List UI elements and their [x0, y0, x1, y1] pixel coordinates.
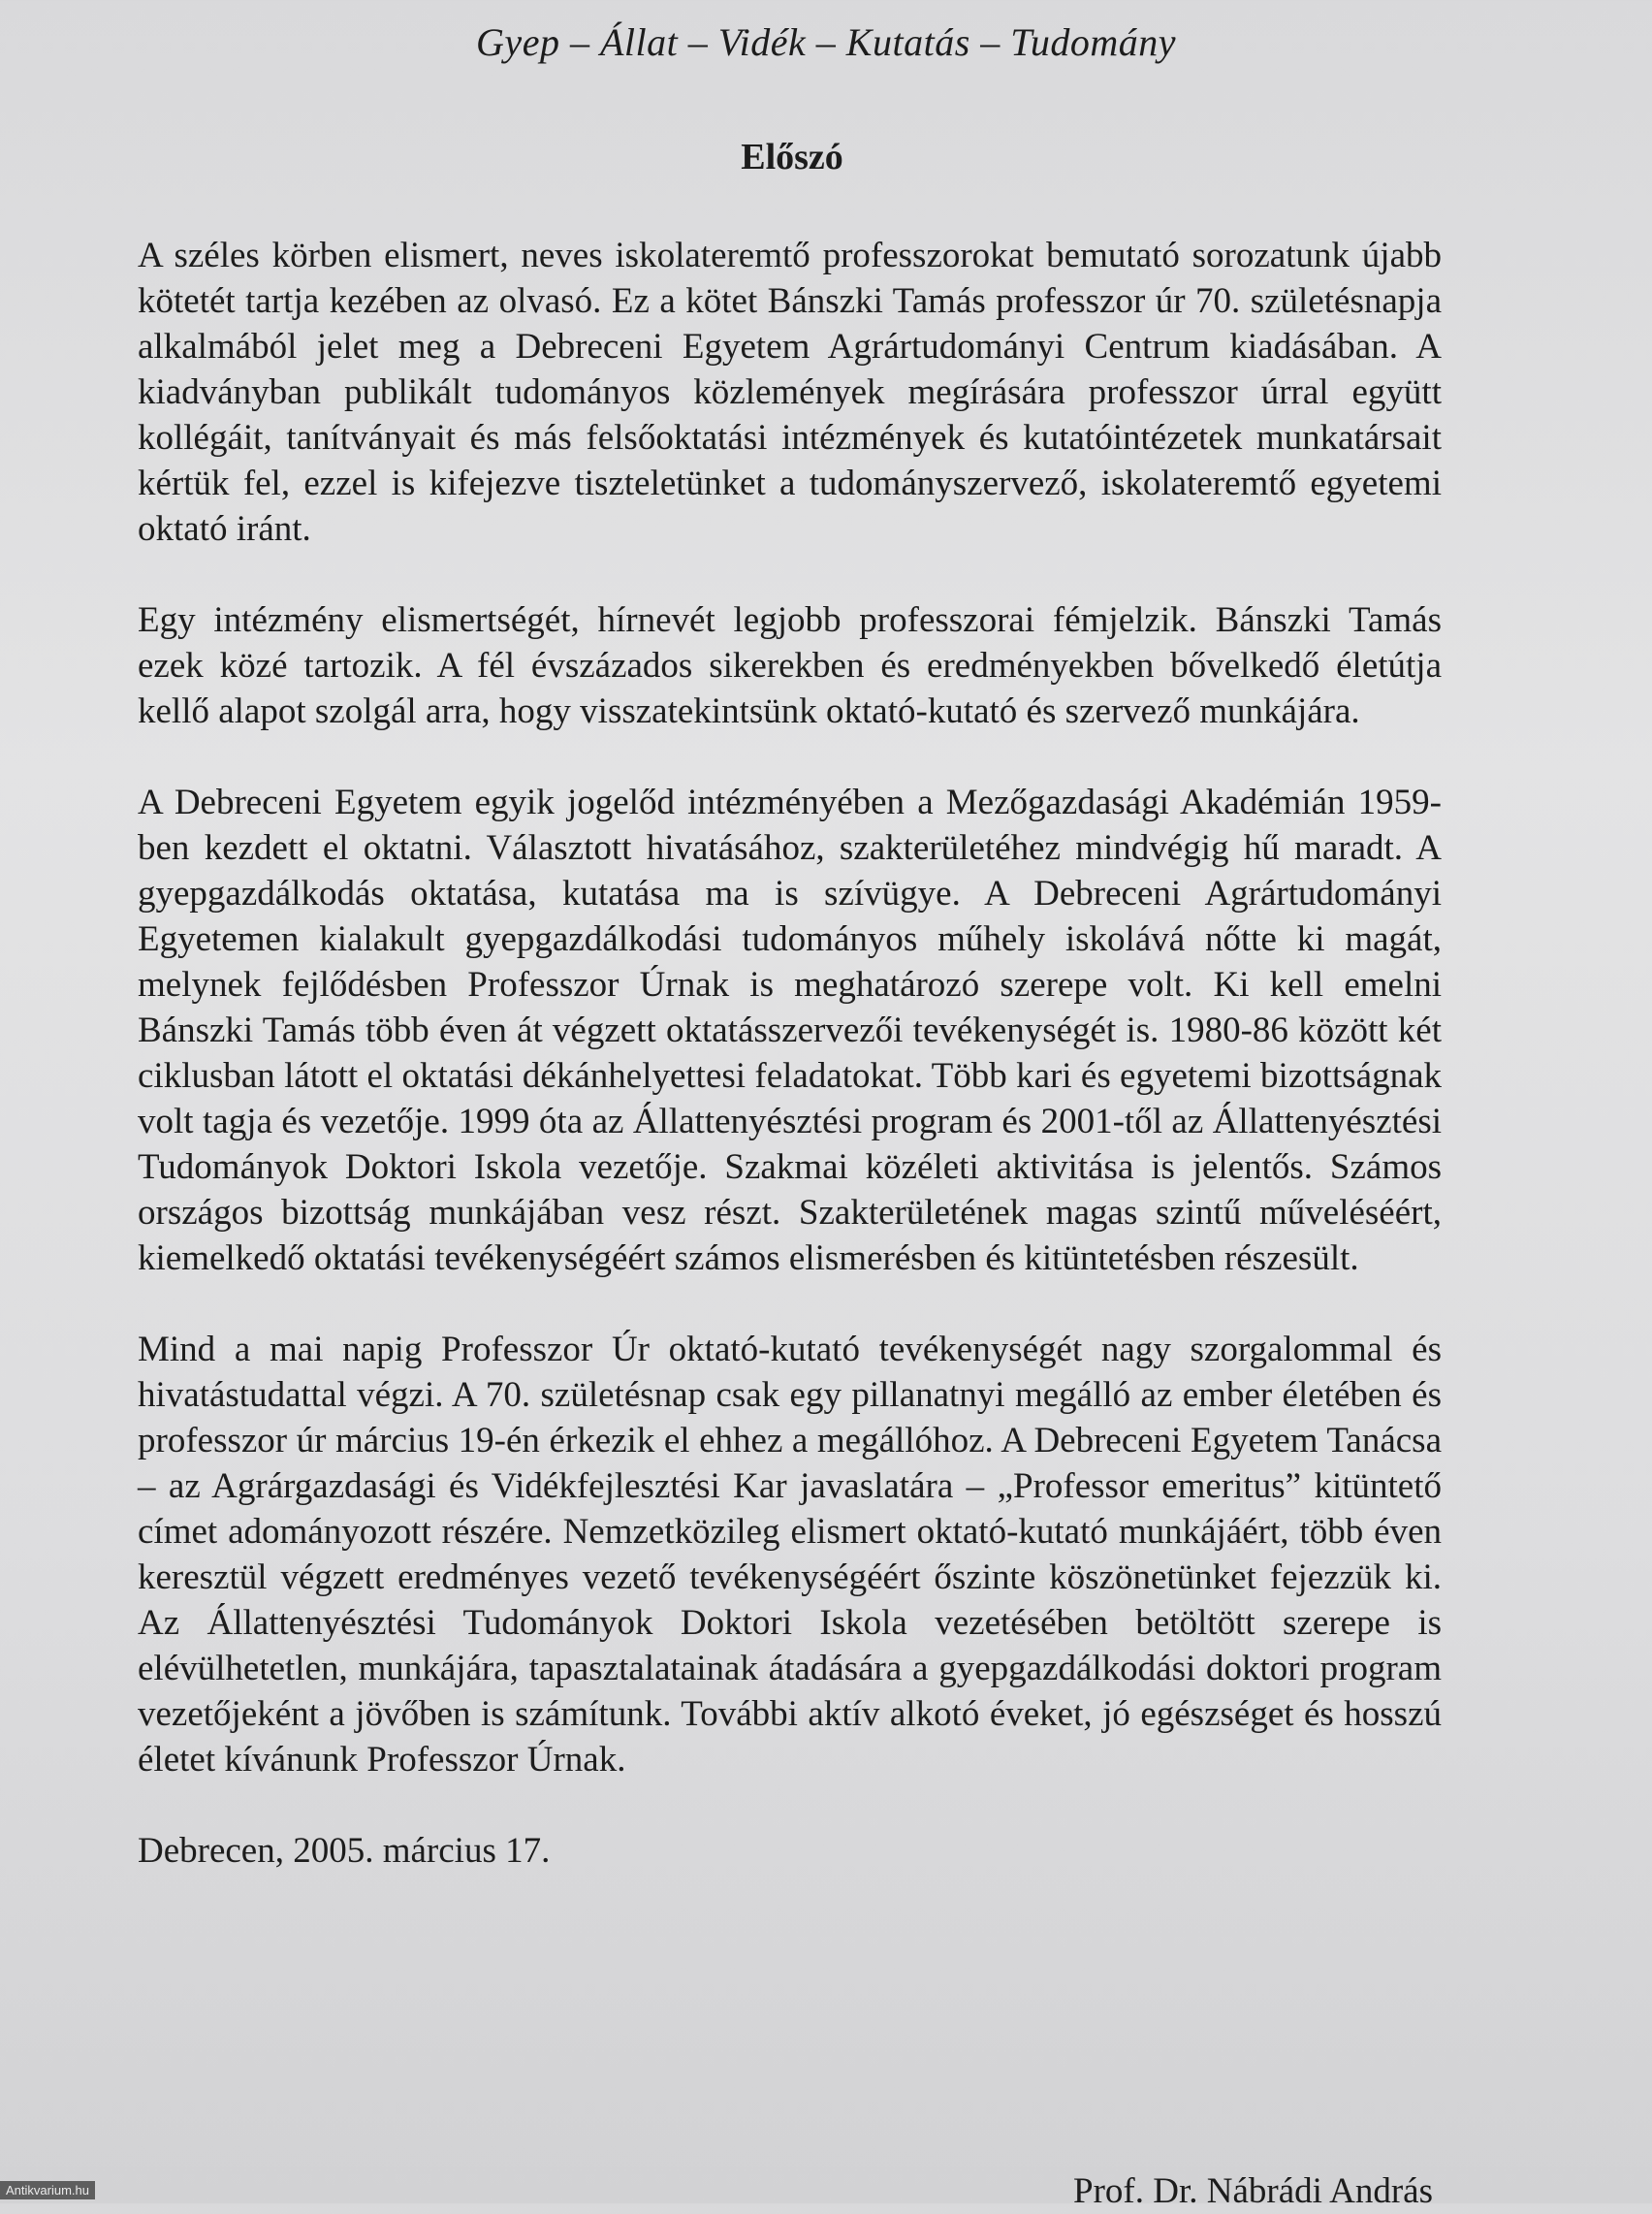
- paragraph-4: Mind a mai napig Professzor Úr oktató-kutató tevékenységét nagy szorgalommal és hivatástudattal végzi. A 70. születésnap csak egy pillanatnyi megálló az ember életében és professzor úr március 19-én érkezik el ehhez a megállóhoz. A Debreceni Egyetem Tanácsa – az Agrárgazdasági és Vidékfejlesztési Kar javaslatára – „Professor emeritus” kitüntető címet adományozott részére. Nemzetközileg elismert oktató-kutató munkájáért, több éven keresztül végzett eredményes vezető tevékenységéért őszinte köszönetünket fejezzük ki. Az Állattenyésztési Tudományok Doktori Iskola vezetésében betöltött szerepe is elévülhetetlen, munkájára, tapasztalatainak átadására a gyepgazdálkodási doktori program vezetőjeként a jövőben is számítunk. További aktív alkotó éveket, jó egészséget és hosszú életet kívánunk Professzor Úrnak.: [138, 1330, 1442, 1780]
- paragraph-3: A Debreceni Egyetem egyik jogelőd intézményében a Mezőgazdasági Akadémián 1959-ben kezdett el oktatni. Választott hivatásához, szakterületéhez mindvégig hű maradt. A gyepgazdálkodás oktatása, kutatása ma is szívügye. A Debreceni Agrártudományi Egyetemen kialakult gyepgazdálkodási tudományos műhely iskolává nőtte ki magát, melynek fejlődésben Professzor Úrnak is meghatározó szerepe volt. Ki kell emelni Bánszki Tamás több éven át végzett oktatásszervezői tevékenységét is. 1980-86 között két ciklusban látott el oktatási dékánhelyettesi feladatokat. Több kari és egyetemi bizottságnak volt tagja és vezetője. 1999 óta az Állattenyésztési program és 2001-től az Állattenyésztési Tudományok Doktori Iskola vezetője. Szakmai közéleti aktivitása is jelentős. Számos országos bizottság munkájában vesz részt. Szakterületének magas szintű műveléséért, kiemelkedő oktatási tevékenységéért számos elismerésben és kitüntetésben részesült.: [138, 783, 1442, 1278]
- body-text: [138, 233, 1442, 1874]
- watermark-badge: Antikvarium.hu: [0, 2181, 95, 2199]
- paragraph-2: Egy intézmény elismertségét, hírnevét legjobb professzorai fémjelzik. Bánszki Tamás ezek közé tartozik. A fél évszázados sikerekben és eredményekben bővelkedő életútja kellő alapot szolgál arra, hogy visszatekintsünk oktató-kutató és szervező munkájára.: [138, 600, 1442, 731]
- running-header: Gyep – Állat – Vidék – Kutatás – Tudomány: [476, 20, 1176, 64]
- page-title: Előszó: [741, 137, 843, 177]
- paragraph-1: A széles körben elismert, neves iskolateremtő professzorokat bemutató sorozatunk újabb kötetét tartja kezében az olvasó. Ez a kötet Bánszki Tamás professzor úr 70. születésnapja alkalmából jelet meg a Debreceni Egyetem Agrártudományi Centrum kiadásában. A kiadványban publikált tudományos közlemények megírására professzor úrral együtt kollégáit, tanítványait és más felsőoktatási intézmények és kutatóintézetek munkatársait kértük fel, ezzel is kifejezve tiszteletünket a tudományszervező, iskolateremtő egyetemi oktató iránt.: [138, 236, 1442, 549]
- dateline: Debrecen, 2005. március 17.: [138, 1831, 551, 1871]
- signature: Prof. Dr. Nábrádi András: [1073, 2171, 1433, 2211]
